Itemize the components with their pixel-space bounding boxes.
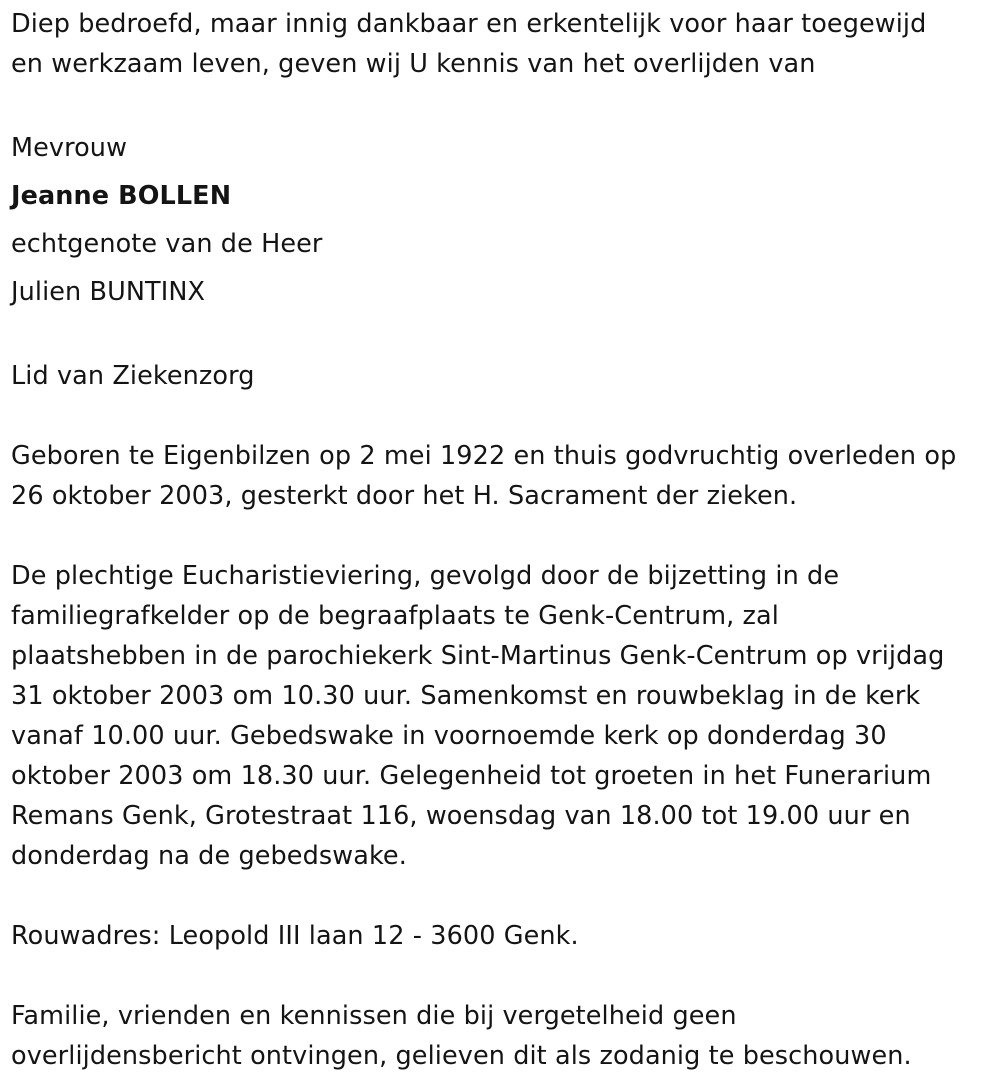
closing-line: Familie, vrienden en kennissen die bij vergetelheid geen (11, 1001, 737, 1031)
ceremony-line: Remans Genk, Grotestraat 116, woensdag van 18.00 tot 19.00 uur en (11, 801, 911, 831)
closing-line: overlijdensbericht ontvingen, gelieven dit als zodanig te beschouwen. (11, 1041, 912, 1071)
ceremony-line: donderdag na de gebedswake. (11, 841, 407, 871)
birth-death-paragraph (11, 436, 991, 516)
ceremony-line: De plechtige Eucharistieviering, gevolgd door de bijzetting in de (11, 561, 840, 591)
ceremony-line: familiegrafkelder op de begraafplaats te Genk-Centrum, zal (11, 601, 779, 631)
deceased-relation: echtgenote van de Heer (11, 229, 323, 259)
address-paragraph (11, 916, 991, 956)
membership (11, 356, 991, 396)
deceased-name: Jeanne BOLLEN (11, 181, 232, 211)
membership-line: Lid van Ziekenzorg (11, 361, 255, 391)
deceased-block (11, 124, 991, 316)
birth-death-line: 26 oktober 2003, gesterkt door het H. Sacrament der zieken. (11, 481, 798, 511)
birth-death-line: Geboren te Eigenbilzen op 2 mei 1922 en thuis godvruchtig overleden op (11, 441, 957, 471)
death-notice (11, 4, 991, 1076)
ceremony-line: vanaf 10.00 uur. Gebedswake in voornoemde kerk op donderdag 30 (11, 721, 887, 751)
intro-paragraph (11, 4, 991, 84)
intro-line: en werkzaam leven, geven wij U kennis van het overlijden van (11, 49, 816, 79)
ceremony-line: 31 oktober 2003 om 10.30 uur. Samenkomst en rouwbeklag in de kerk (11, 681, 921, 711)
deceased-title: Mevrouw (11, 133, 128, 163)
ceremony-paragraph (11, 556, 991, 876)
intro-line: Diep bedroefd, maar innig dankbaar en erkentelijk voor haar toegewijd (11, 9, 927, 39)
mourning-address: Rouwadres: Leopold III laan 12 - 3600 Genk. (11, 921, 579, 951)
ceremony-line: plaatshebben in de parochiekerk Sint-Martinus Genk-Centrum op vrijdag (11, 641, 945, 671)
ceremony-line: oktober 2003 om 18.30 uur. Gelegenheid tot groeten in het Funerarium (11, 761, 932, 791)
spouse-name: Julien BUNTINX (11, 277, 206, 307)
closing-paragraph (11, 996, 991, 1076)
